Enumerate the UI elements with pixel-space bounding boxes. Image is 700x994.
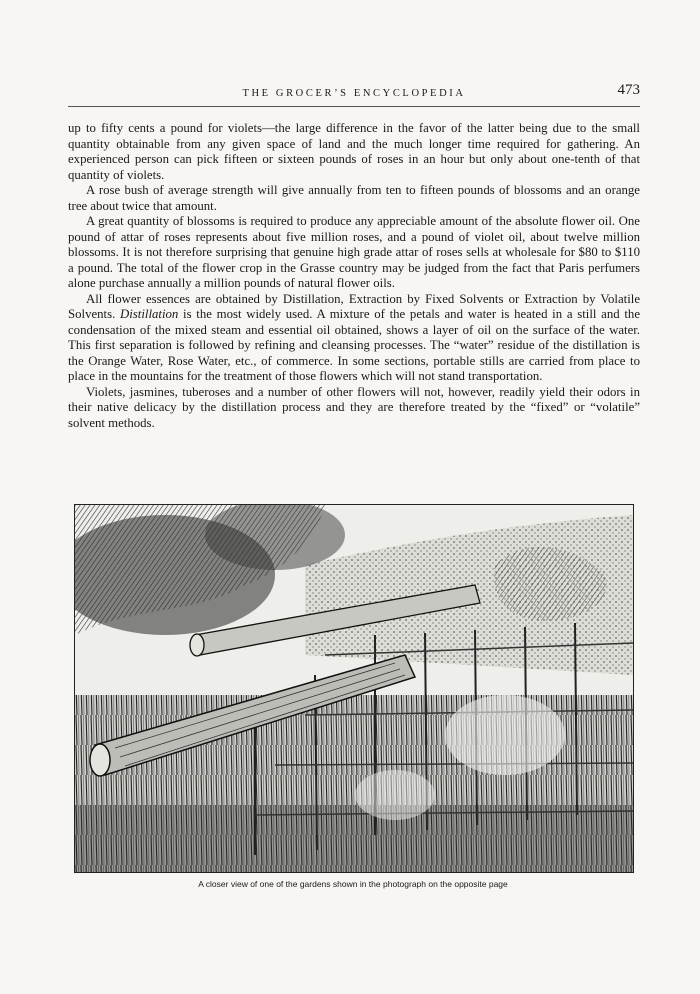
paragraph-4-start: All flower essences are obtained by Distillation, Extraction by Fixed Solvents or Extraction by Volatile Solvents. [68,291,640,321]
header-rule [68,106,640,107]
figure-caption: A closer view of one of the gardens shown in the photograph on the opposite page [198,879,508,889]
page-number: 473 [617,82,640,98]
paragraph-2: A rose bush of average strength will give annually from ten to fifteen pounds of blossoms and an orange tree about twice that amount. [68,183,640,213]
garden-photograph-illustration [75,505,633,872]
paragraph-4-rest: is the most widely used. A mixture of the petals and water is heated in a still and the condensation of the mixed steam and essential oil obtained, shows a layer of oil on the surface of the water. This first separation is followed by refining and cleansing processes. The “water” residue of the distillation is the Orange Water, Rose Water, etc., of commerce. In some sections, portable stills are carried from place to place in the mountains for the treatment of those flowers which will not stand transportation. [68,307,640,383]
paragraph-3: A great quantity of blossoms is required to produce any appreciable amount of the absolute flower oil. One pound of attar of roses represents about five million roses, and a pound of violet oil, about twelve million blossoms. It is not therefore surprising that genuine high grade attar of roses sells at wholesale for $80 to $110 a pound. The total of the flower crop in the Grasse country may be judged from the fact that Paris perfumers alone purchase annually a million pounds of natural flower oils. [68,214,640,290]
paragraph-4 [68,292,640,385]
paragraph-1: up to fifty cents a pound for violets—the large difference in the favor of the latter being due to the small quantity obtainable from any given space of land and the much longer time required for gathering. An experienced person can pick fifteen or sixteen pounds of roses in an hour but only about one-tenth of that quantity of violets. [68,121,640,182]
page-header [68,82,640,106]
distillation-term: Distillation [120,307,179,321]
body-text [68,121,640,431]
running-title: THE GROCER’S ENCYCLOPEDIA [242,88,466,99]
paragraph-5: Violets, jasmines, tuberoses and a number of other flowers will not, however, readily yield their odors in their native delicacy by the distillation process and they are therefore treated by the “fixed” or “volatile” solvent methods. [68,384,640,430]
garden-photograph [74,504,634,873]
